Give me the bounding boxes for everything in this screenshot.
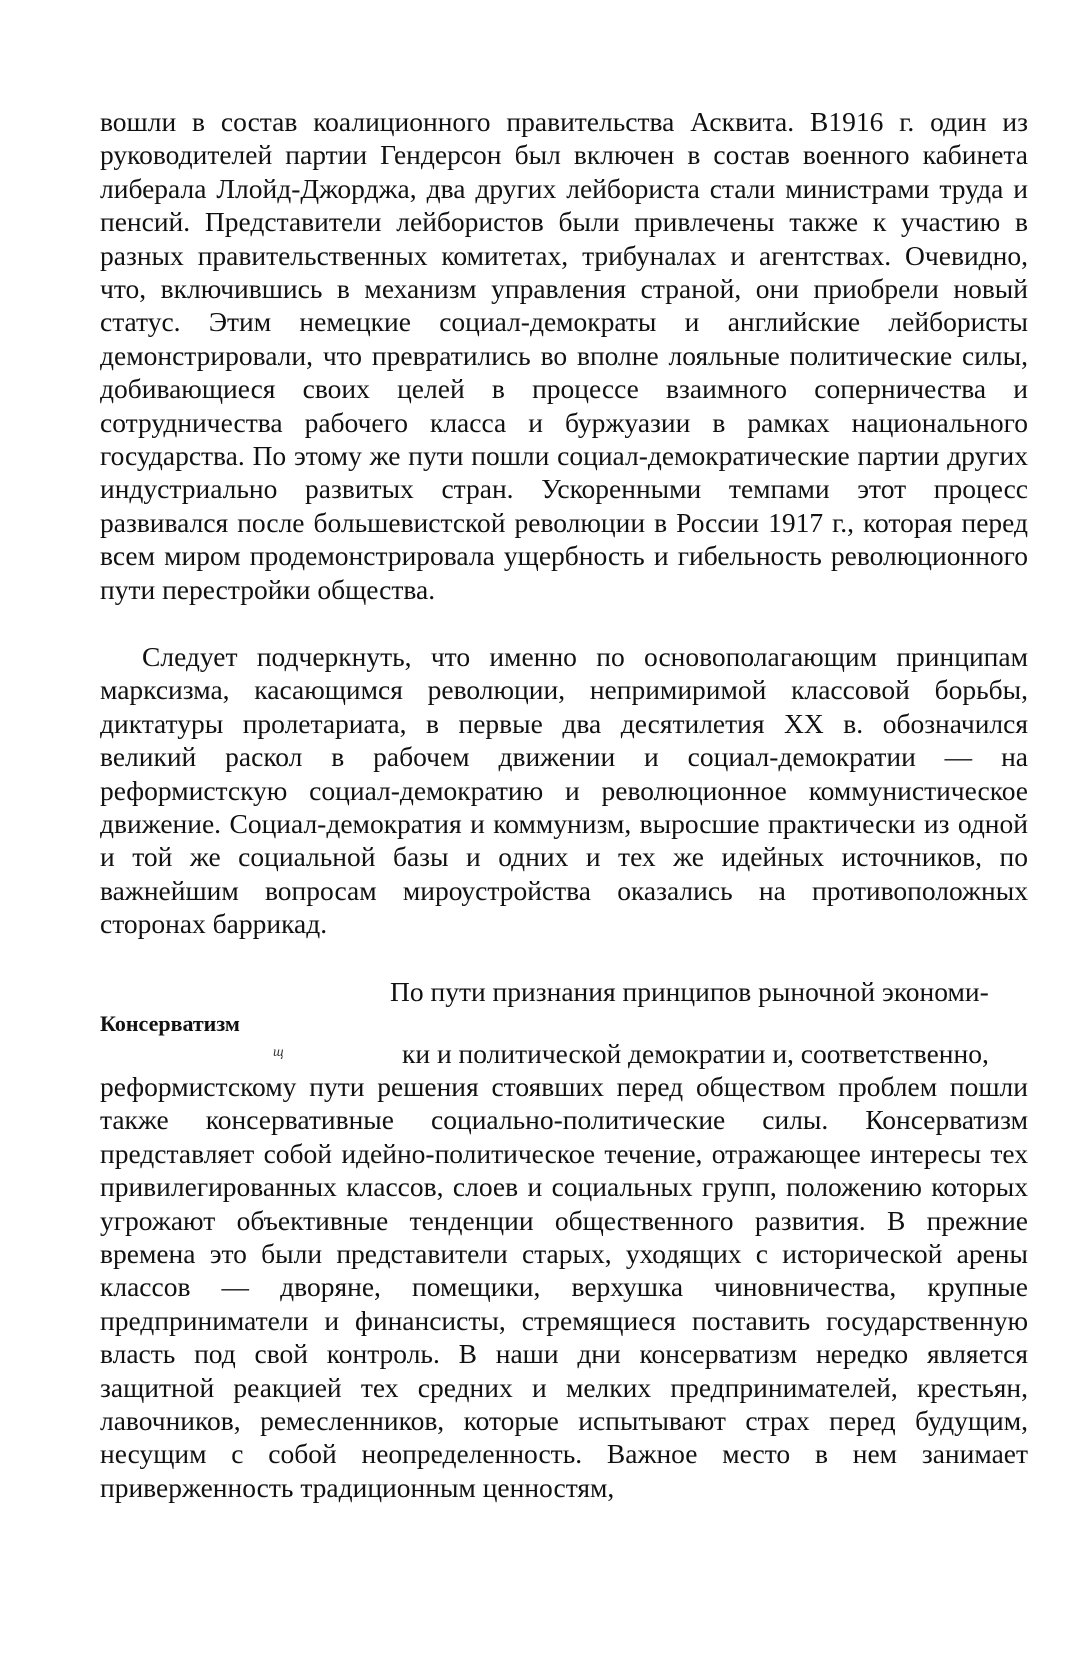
paragraph-coalition-government: вошли в состав коалиционного правительства Асквита. В1916 г. один из руководителей партии Гендерсон был включен в состав военного кабинета либерала Ллойд-Джорджа, два других лейбориста стали министрами труда и пенсий. Представители лейбористов были привлечены также к участию в разных правительственных комитетах, трибуналах и агентствах. Очевидно, что, включившись в механизм управления страной, они приобрели новый статус. Этим немецкие социал-демократы и английские лейбористы демонстрировали, что превратились во вполне лояльные политические силы, добивающиеся своих целей в процессе взаимного соперничества и сотрудничества рабочего класса и буржуазии в рамках национального государства. По этому же пути пошли социал-демократические партии других индустриально развитых стран. Ускоренными темпами этот процесс развивался после большевистской революции в России 1917 г., которая перед всем миром продемонстрировала ущербность и гибельность революционного пути перестройки общества. — [100, 106, 1028, 605]
paragraph-conservatism-second-line: ки и политической демократии и, соответственно, — [402, 1038, 989, 1069]
section-heading-conservatism: Консерватизм — [100, 1011, 240, 1036]
paragraph-conservatism-first-line: По пути признания принципов рыночной экономи- — [390, 976, 989, 1007]
margin-mark: щ — [273, 1045, 284, 1060]
paragraph-great-split: Следует подчеркнуть, что именно по основополагающим принципам марксизма, касающимся революции, непримиримой классовой борьбы, диктатуры пролетариата, в первые два десятилетия XX в. обозначился великий раскол в рабочем движении и социал-демократии — на реформистскую социал-демократию и революционное коммунистическое движение. Социал-демократия и коммунизм, выросшие практически из одной и той же социальной базы и одних и тех же идейных источников, по важнейшим вопросам мироустройства оказались на противоположных сторонах баррикад. — [100, 641, 1028, 940]
paragraph-conservatism-body: реформистскому пути решения стоявших перед обществом проблем пошли также консервативные социально-политические силы. Консерватизм представляет собой идейно-политическое течение, отражающее интересы тех привилегированных классов, слоев и социальных групп, положению которых угрожают объективные тенденции общественного развития. В прежние времена это были представители старых, уходящих с исторической арены классов — дворяне, помещики, верхушка чиновничества, крупные предприниматели и финансисты, стремящиеся поставить государственную власть под свой контроль. В наши дни консерватизм нередко является защитной реакцией тех средних и мелких предпринимателей, крестьян, лавочников, ремесленников, которые испытывают страх перед будущим, несущим с собой неопределенность. Важное место в нем занимает приверженность традиционным ценностям, — [100, 1071, 1028, 1503]
